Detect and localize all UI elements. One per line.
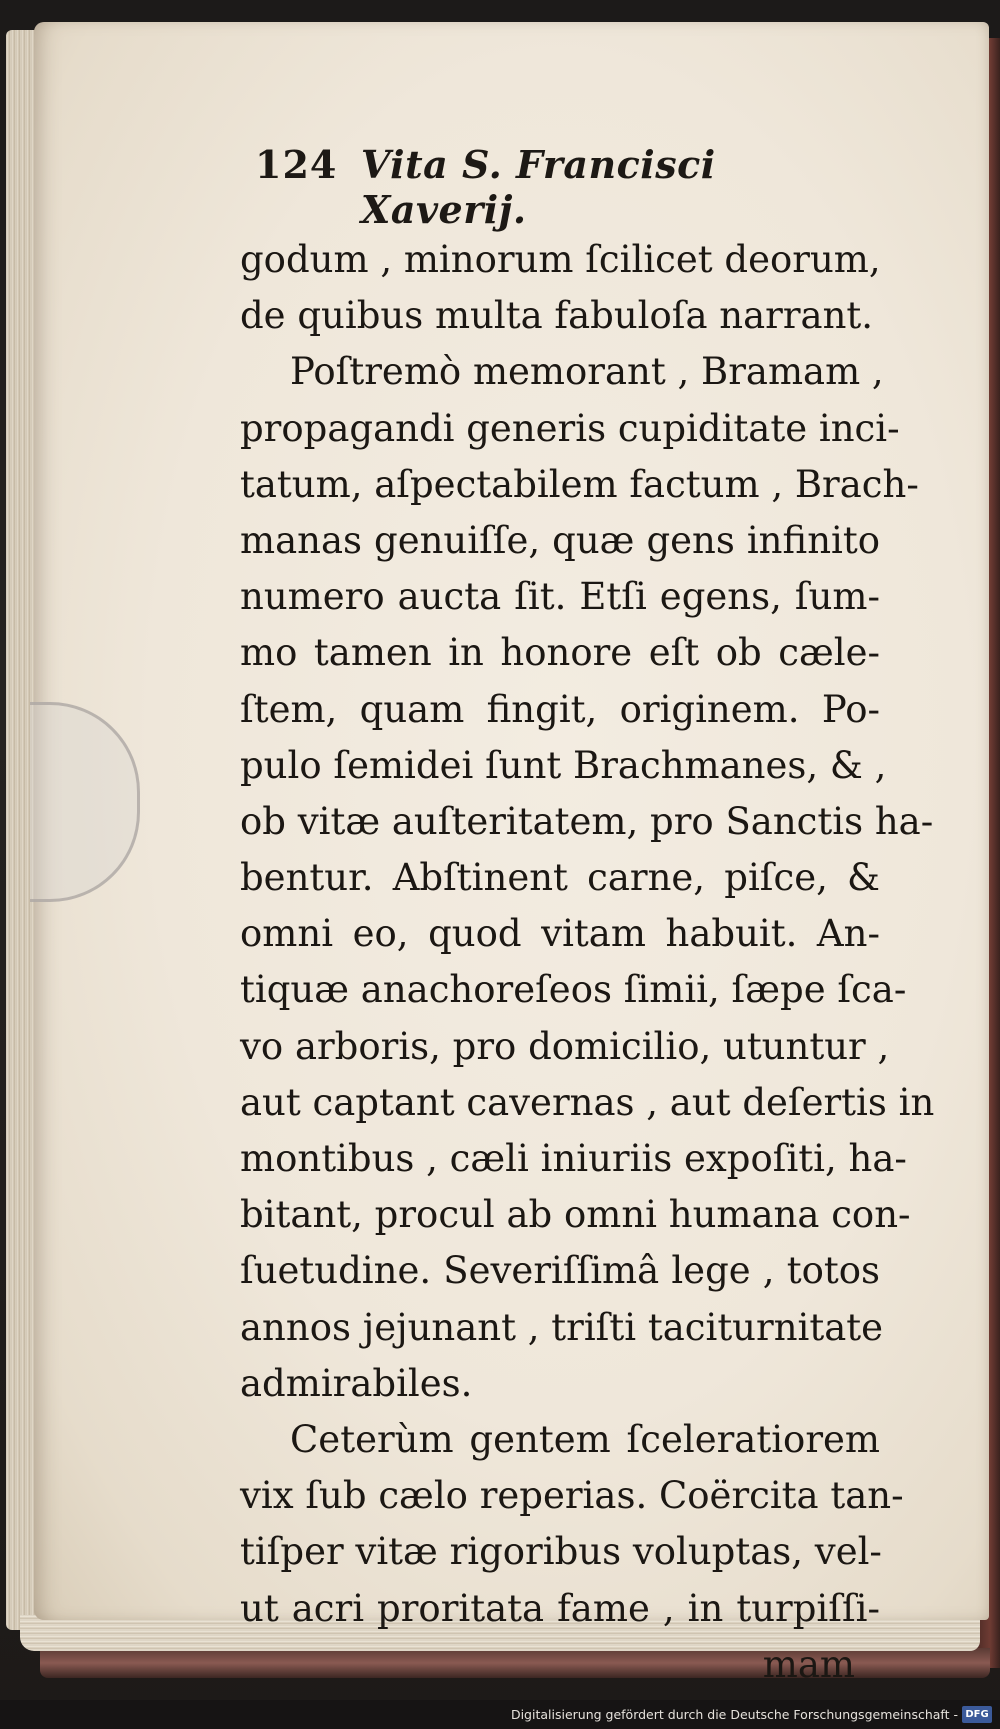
text-line: montibus , cæli iniuriis expoſiti, ha- [240,1137,907,1180]
text-line: ut acri proritata fame , in turpiſſi- [240,1586,880,1630]
running-head: Vita S. Francisci Xaverij. [360,142,716,232]
text-line: propagandi generis cupiditate inci- [240,406,900,450]
page-header [255,142,875,232]
text-line: omni eo, quod vitam habuit. An- [240,912,880,956]
text-line: admirabiles. [240,1361,473,1405]
text-line: mo tamen in honore eſt ob cæle- [240,631,880,675]
text-line: aut captant cavernas , aut deſertis in [240,1080,935,1124]
text-line: Poſtremò memorant , Bramam , [290,350,884,394]
text-line: tiquæ anachoreſeos ſimii, ſæpe ſca- [240,968,907,1012]
text-line: vix ſub cælo reperias. Coërcita tan- [240,1474,904,1518]
text-line: manas genuiſſe, quæ gens infinito [240,518,880,562]
text-line: numero aucta ſit. Etſi egens, ſum- [240,575,880,619]
text-line: de quibus multa fabuloſa narrant. [240,294,874,338]
text-line: tiſper vitæ rigoribus voluptas, vel- [240,1530,882,1574]
text-line: bentur. Abſtinent carne, piſce, & [240,856,880,900]
body-text [240,232,935,1693]
page-number: 124 [255,142,338,187]
text-line: annos jejunant , triſti taciturnitate [240,1305,884,1349]
text-line: godum , minorum ſcilicet deorum, [240,238,881,281]
digitization-footer [0,1700,1000,1729]
dfg-logo: DFG [962,1706,992,1723]
text-line: ſtem, quam fingit, originem. Po- [240,687,880,731]
page-clip [30,702,140,902]
text-line: ob vitæ auſteritatem, pro Sanctis ha- [240,799,934,843]
funding-credit: Digitalisierung gefördert durch die Deutsche Forschungsgemeinschaft - [510,1707,958,1722]
text-line: pulo ſemidei ſunt Brachmanes, & , [240,743,887,787]
text-line: tatum, aſpectabilem factum , Brach- [240,462,919,506]
text-line: ſuetudine. Severiſſimâ lege , totos [240,1249,880,1293]
text-line: bitant, procul ab omni humana con- [240,1193,911,1237]
text-line: vo arboris, pro domicilio, utuntur , [240,1024,890,1068]
text-line: Ceterùm gentem ſceleratiorem [290,1417,880,1461]
catchword: mam [762,1642,855,1686]
